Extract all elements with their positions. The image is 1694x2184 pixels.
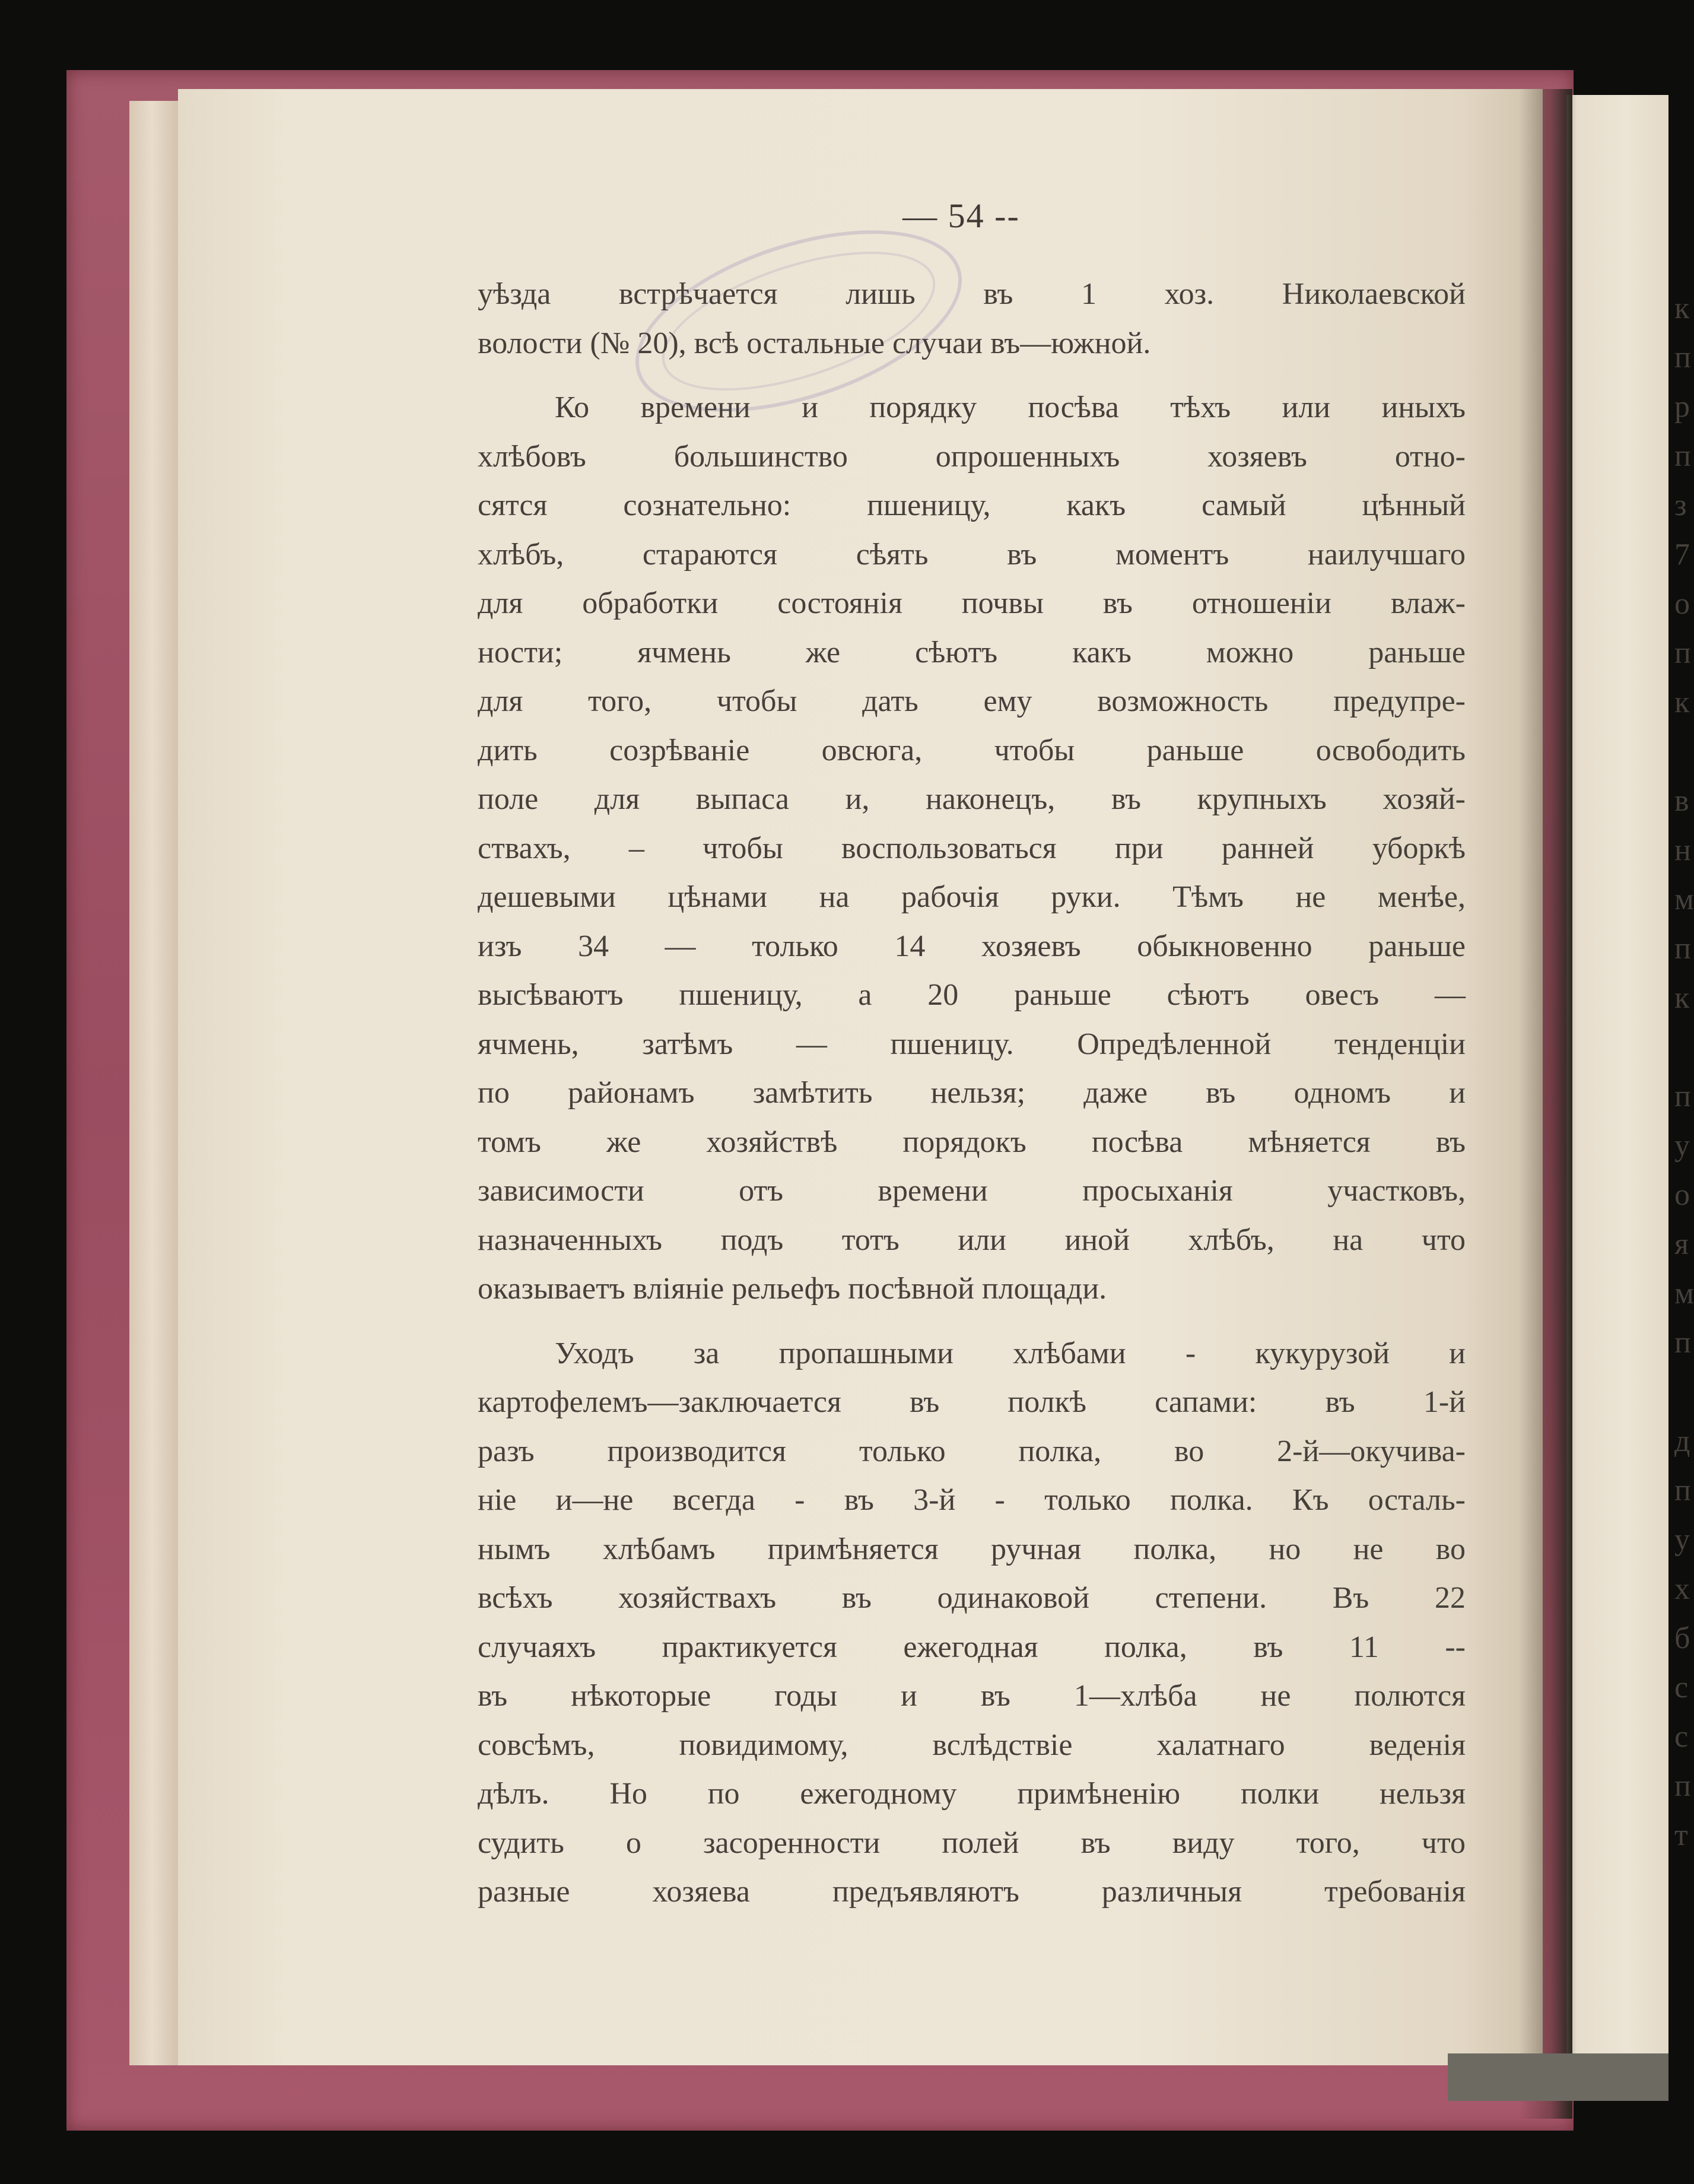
facing-letter: х	[1674, 1572, 1690, 1606]
facing-letter: к	[1674, 981, 1690, 1015]
text-line: сятся сознательно: пшеницу, какъ самый цѣнный	[478, 488, 1466, 522]
facing-letter: п	[1674, 932, 1691, 966]
facing-letter: у	[1674, 1523, 1690, 1557]
facing-letter: к	[1674, 685, 1690, 719]
facing-letter: 7	[1674, 538, 1690, 572]
text-line: по районамъ замѣтить нельзя; даже въ одномъ и	[478, 1076, 1466, 1110]
text-line: ности; ячмень же сѣютъ какъ можно раньше	[478, 635, 1466, 669]
paragraph-2	[478, 383, 1466, 1314]
text-line: поле для выпаса и, наконецъ, въ крупныхъ хозяй-	[478, 782, 1466, 816]
text-line: назначенныхъ подъ тотъ или иной хлѣбъ, на что	[478, 1223, 1466, 1257]
text-line: высѣваютъ пшеницу, а 20 раньше сѣютъ овесъ —	[478, 978, 1466, 1012]
text-line: для обработки состоянія почвы въ отношеніи влаж-	[478, 586, 1466, 620]
text-line: разные хозяева предъявляютъ различныя требованія	[478, 1875, 1466, 1909]
text-line: ячмень, затѣмъ — пшеницу. Опредѣленной тенденціи	[478, 1027, 1466, 1061]
text-line: томъ же хозяйствѣ порядокъ посѣва мѣняется въ	[478, 1125, 1466, 1159]
text-line: разъ производится только полка, во 2-й—окучива-	[478, 1434, 1466, 1468]
text-line: Уходъ за пропашными хлѣбами - кукурузой и	[555, 1336, 1466, 1370]
text-line: ніе и—не всегда - въ 3-й - только полка. Къ осталь-	[478, 1483, 1466, 1517]
facing-letter: с	[1674, 1671, 1689, 1704]
text-line: дить созрѣваніе овсюга, чтобы раньше освободить	[478, 733, 1466, 767]
facing-letter: п	[1674, 341, 1691, 374]
facing-letter: п	[1674, 636, 1691, 670]
facing-letter: д	[1674, 1424, 1690, 1458]
facing-letter: о	[1674, 587, 1690, 621]
facing-letter: п	[1674, 439, 1691, 473]
text-line: всѣхъ хозяйствахъ въ одинаковой степени. Въ 22	[478, 1581, 1466, 1615]
text-line: зависимости отъ времени просыханія участковъ,	[478, 1174, 1466, 1208]
text-line: судить о засоренности полей въ виду того, что	[478, 1826, 1466, 1860]
facing-letter: п	[1674, 1080, 1691, 1113]
facing-letter: м	[1674, 1277, 1694, 1310]
facing-letter: з	[1674, 488, 1687, 522]
text-line: Ко времени и порядку посѣва тѣхъ или иныхъ	[555, 391, 1466, 424]
text-line: волости (№ 20), всѣ остальные случаи въ—южной.	[478, 326, 1151, 360]
paragraph-3	[478, 1329, 1466, 1917]
facing-page	[1566, 95, 1668, 2101]
page-text	[478, 270, 1466, 1917]
facing-letter: р	[1674, 390, 1690, 424]
facing-letter: б	[1674, 1621, 1690, 1655]
text-line: въ нѣкоторые годы и въ 1—хлѣба не полются	[478, 1679, 1466, 1713]
text-line: дѣлъ. Но по ежегодному примѣненію полки нельзя	[478, 1777, 1466, 1811]
text-line: оказываетъ вліяніе рельефъ посѣвной площади.	[478, 1272, 1107, 1306]
facing-letter: в	[1674, 784, 1689, 818]
paragraph-1	[478, 270, 1466, 368]
text-line: изъ 34 — только 14 хозяевъ обыкновенно раньше	[478, 929, 1466, 963]
text-line: хлѣбовъ большинство опрошенныхъ хозяевъ отно-	[478, 439, 1466, 474]
facing-letter: п	[1674, 1769, 1691, 1803]
page-number: — 54 --	[902, 196, 1020, 235]
text-line: картофелемъ—заключается въ полкѣ сапами: въ 1-й	[478, 1385, 1466, 1419]
facing-letter: я	[1674, 1227, 1689, 1261]
facing-letter: о	[1674, 1178, 1690, 1212]
text-line: ствахъ, – чтобы воспользоваться при ранней уборкѣ	[478, 831, 1466, 865]
text-line: совсѣмъ, повидимому, вслѣдствіе халатнаго веденія	[478, 1728, 1466, 1762]
facing-letter: с	[1674, 1720, 1689, 1754]
background-edge	[1448, 2053, 1668, 2101]
facing-letter: к	[1674, 291, 1690, 325]
facing-letter: п	[1674, 1474, 1691, 1507]
text-line: нымъ хлѣбамъ примѣняется ручная полка, но не во	[478, 1532, 1466, 1566]
text-line: случаяхъ практикуется ежегодная полка, въ 11 --	[478, 1630, 1466, 1664]
text-line: для того, чтобы дать ему возможность предупре-	[478, 684, 1466, 718]
book-spine-shadow	[1519, 89, 1572, 2119]
facing-letter: м	[1674, 883, 1694, 916]
text-line: хлѣбъ, стараются сѣять въ моментъ наилучшаго	[478, 537, 1466, 572]
facing-letter: т	[1674, 1818, 1688, 1852]
text-line: дешевыми цѣнами на рабочія руки. Тѣмъ не менѣе,	[478, 880, 1466, 914]
text-line: уѣзда встрѣчается лишь въ 1 хоз. Николаевской	[478, 277, 1466, 311]
facing-letter: у	[1674, 1129, 1690, 1163]
facing-letter: н	[1674, 833, 1691, 867]
facing-letter: п	[1674, 1326, 1691, 1360]
